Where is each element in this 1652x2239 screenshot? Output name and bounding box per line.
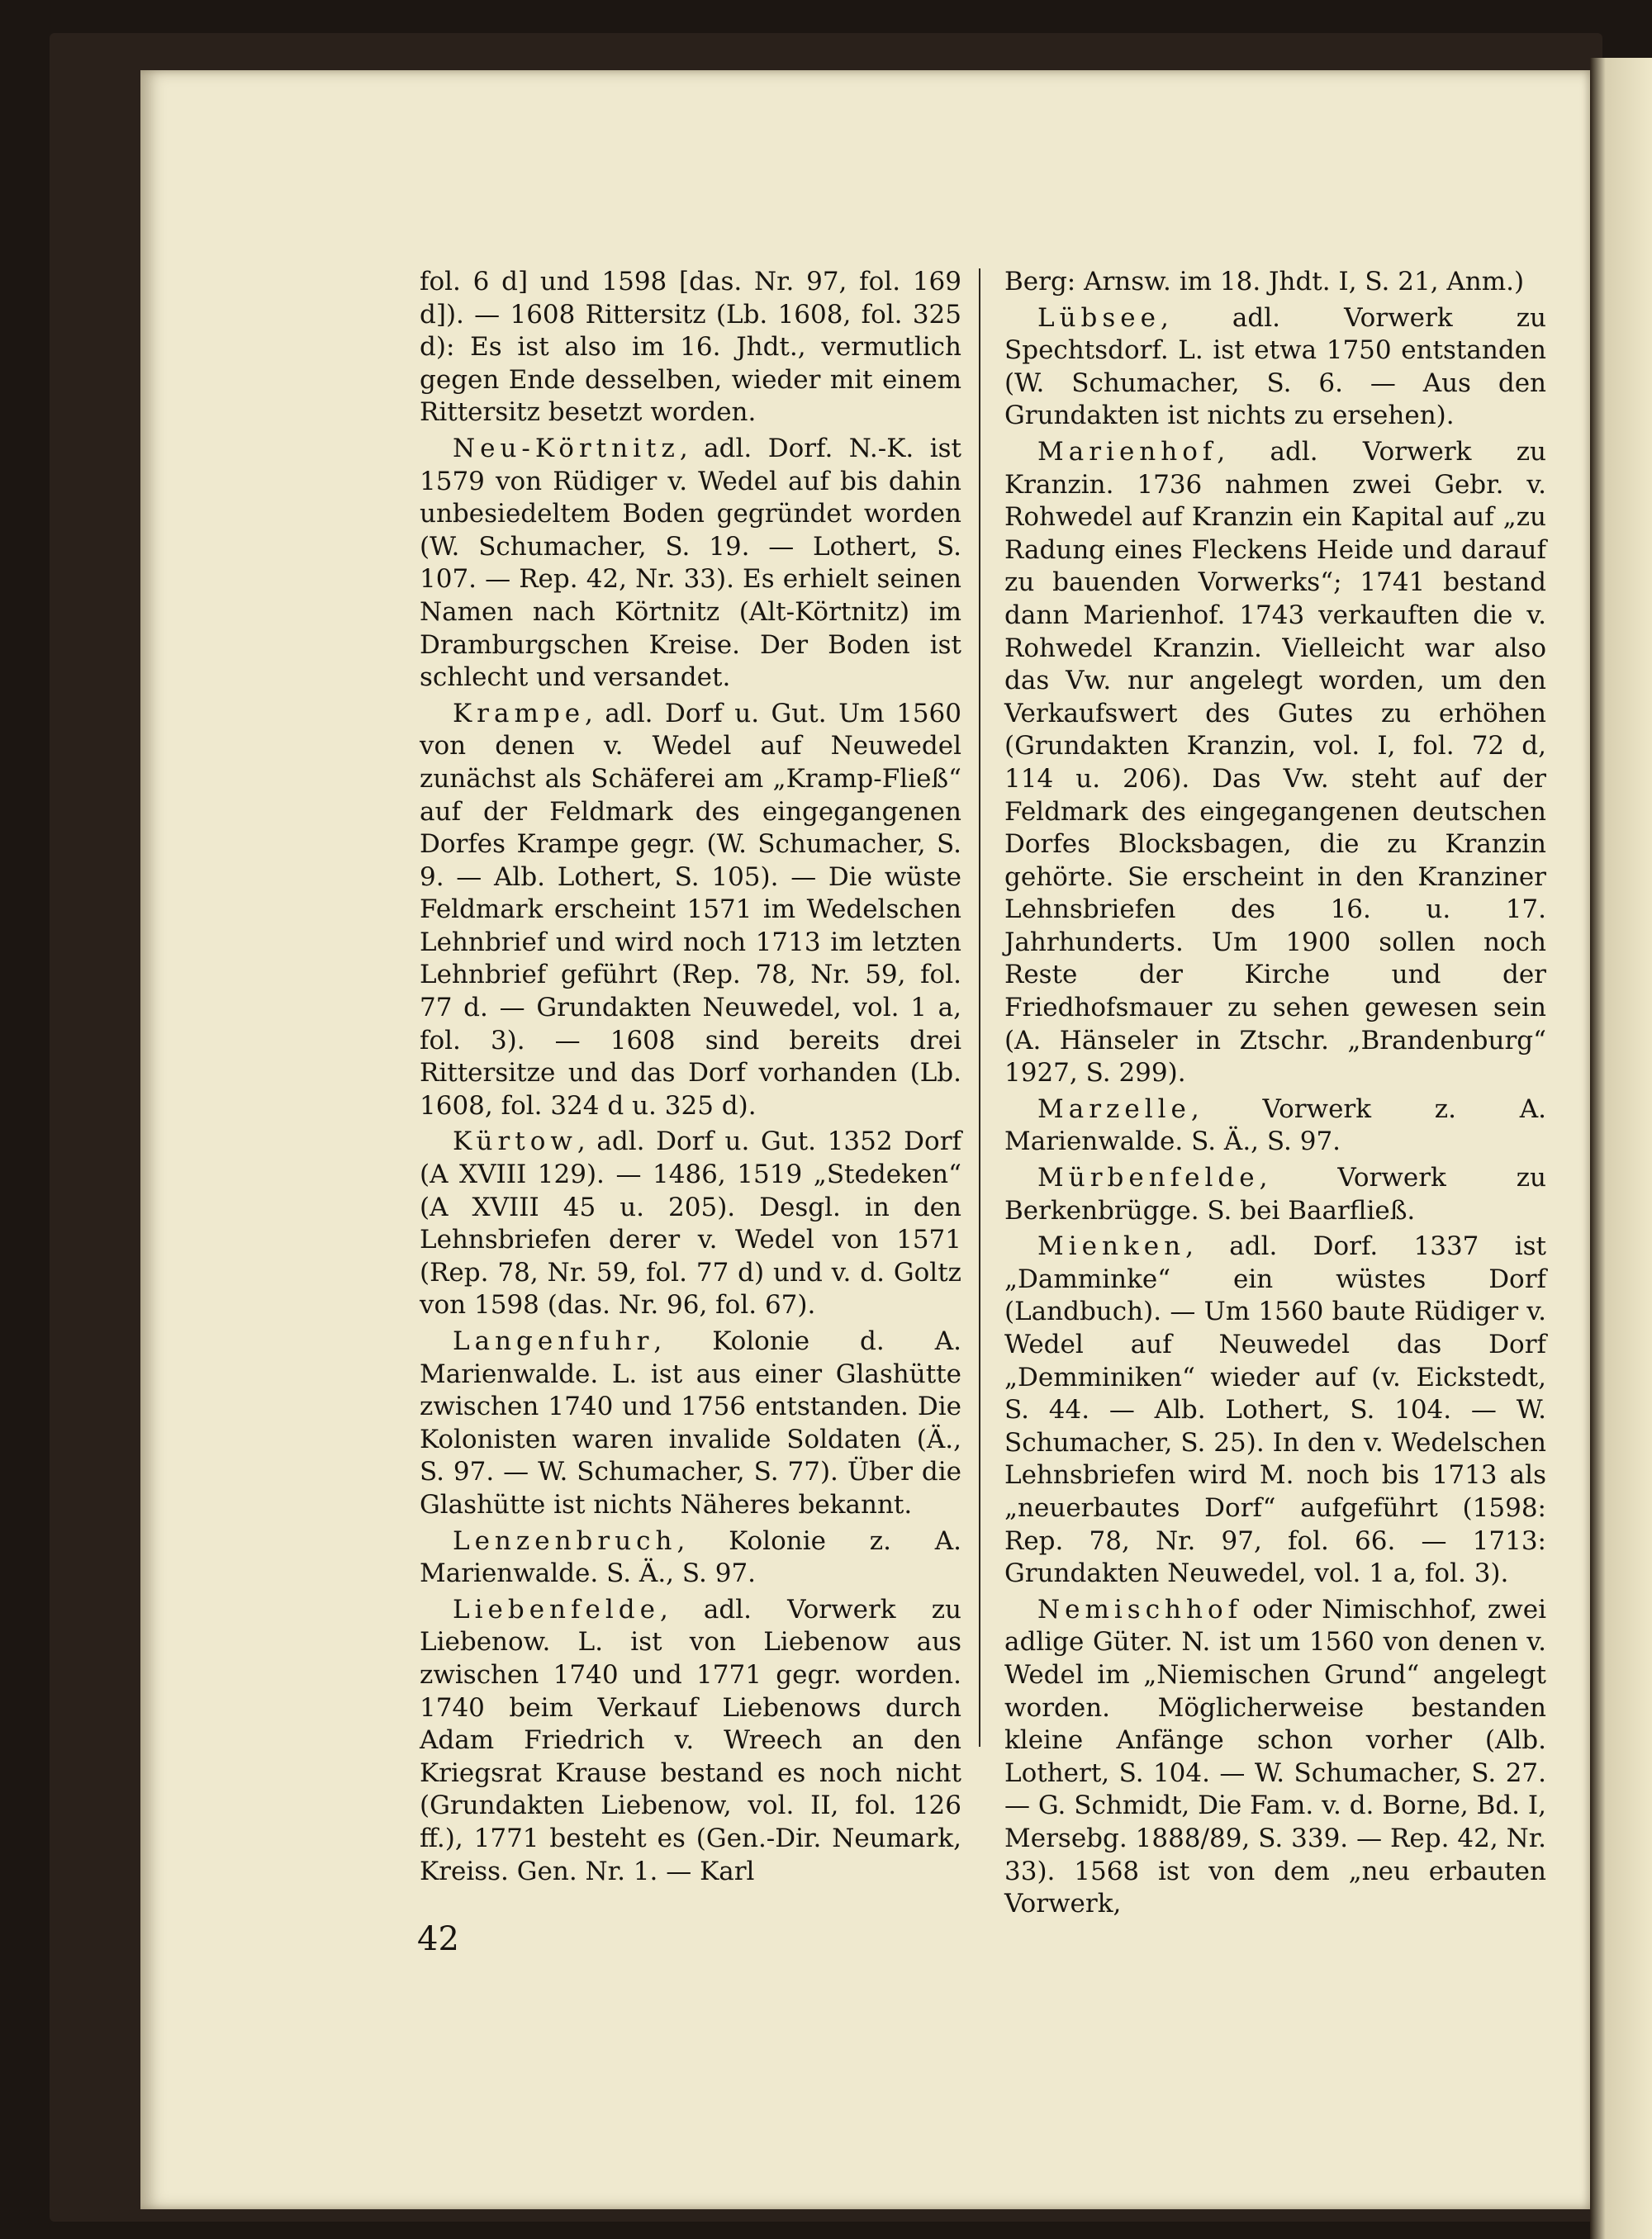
entry-lemma: Lenzenbruch: [453, 1525, 677, 1556]
entry-langenfuhr: [420, 1326, 961, 1522]
page-number: 42: [417, 1920, 459, 1958]
entry-kuertow: [420, 1126, 961, 1322]
right-column: [1004, 266, 1546, 1924]
entry-nemischhof: [1004, 1594, 1546, 1921]
entry-lemma: Mürbenfelde: [1037, 1163, 1260, 1193]
entry-text: , adl. Dorf u. Gut. 1352 Dorf (A XVIII 129). — 1486, 1519 „Stedeken“ (A XVIII 45 u. 205). Desgl. in den Lehnsbriefen derer v. Wedel von 1571 (Rep. 78, Nr. 59, fol. 77 d) und v. d. Goltz von 1598 (das. Nr. 96, fol. 67).: [420, 1127, 961, 1321]
entry-text: , Vorwerk z. A. Marienwalde. S. Ä., S. 97.: [1004, 1093, 1546, 1157]
entry-text: , Vorwerk zu Berkenbrügge. S. bei Baarfließ.: [1004, 1163, 1546, 1226]
entry-text: , Kolonie z. A. Marienwalde. S. Ä., S. 97.: [420, 1525, 961, 1589]
entry-lemma: Nemischhof: [1037, 1594, 1243, 1625]
entry-lemma: Lübsee: [1037, 302, 1161, 333]
entry-text: oder Nimischhof, zwei adlige Güter. N. ist um 1560 von denen v. Wedel im „Niemischen Grund“ angelegt worden. Möglicherweise bestanden kleine Anfänge schon vorher (Alb. Lothert, S. 104. — W. Schumacher, S. 27. — G. Schmidt, Die Fam. v. d. Borne, Bd. I, Mersebg. 1888/89, S. 339. — Rep. 42, Nr. 33). 1568 ist von dem „neu erbauten Vorwerk,: [1004, 1594, 1546, 1919]
entry-text: , adl. Dorf. 1337 ist „Damminke“ ein wüstes Dorf (Landbuch). — Um 1560 baute Rüdiger v. Wedel auf Neuwedel das Dorf „Demminiken“ wieder auf (v. Eickstedt, S. 44. — Alb. Lothert, S. 104. — W. Schumacher, S. 25). In den v. Wedelschen Lehnsbriefen wird M. noch bis 1713 als „neuerbautes Dorf“ aufgeführt (1598: Rep. 78, Nr. 97, fol. 66. — 1713: Grundakten Neuwedel, vol. 1 a, fol. 3).: [1004, 1231, 1546, 1589]
entry-lemma: Langenfuhr: [453, 1326, 654, 1356]
entry-krampe: [420, 698, 961, 1123]
entry-mienken: [1004, 1231, 1546, 1591]
entry-text: , Kolonie d. A. Marienwalde. L. ist aus einer Glashütte zwischen 1740 und 1756 entstanden. Die Kolonisten waren invalide Soldaten (Ä., S. 97. — W. Schumacher, S. 77). Über die Glashütte ist nichts Näheres bekannt.: [420, 1326, 961, 1520]
right-continuation: Berg: Arnsw. im 18. Jhdt. I, S. 21, Anm.): [1004, 267, 1525, 296]
entry-lemma: Neu-Körtnitz: [453, 433, 680, 463]
entry-lemma: Krampe: [453, 698, 586, 728]
entry-text: , adl. Dorf. N.-K. ist 1579 von Rüdiger v. Wedel auf bis dahin unbesiedeltem Boden gegründet worden (W. Schumacher, S. 19. — Lothert, S. 107. — Rep. 42, Nr. 33). Es erhielt seinen Namen nach Körtnitz (Alt-Körtnitz) im Dramburgschen Kreise. Der Boden ist schlecht und versandet.: [420, 433, 961, 693]
entry-text: , adl. Dorf u. Gut. Um 1560 von denen v. Wedel auf Neuwedel zunächst als Schäferei am „Kramp-Fließ“ auf der Feldmark des eingegangenen Dorfes Krampe gegr. (W. Schumacher, S. 9. — Alb. Lothert, S. 105). — Die wüste Feldmark erscheint 1571 im Wedelschen Lehnbrief und wird noch 1713 im letzten Lehnbrief geführt (Rep. 78, Nr. 59, fol. 77 d. — Grundakten Neuwedel, vol. 1 a, fol. 3). — 1608 sind bereits drei Rittersitze und das Dorf vorhanden (Lb. 1608, fol. 324 d u. 325 d).: [420, 698, 961, 1121]
left-continuation: fol. 6 d] und 1598 [das. Nr. 97, fol. 169 d]). — 1608 Rittersitz (Lb. 1608, fol. 325 d): Es ist also im 16. Jhdt., vermutlich gegen Ende desselben, wieder mit einem Rittersitz besetzt worden.: [420, 267, 961, 428]
entry-luebsee: [1004, 302, 1546, 433]
entry-marzelle: [1004, 1093, 1546, 1159]
entry-text: , adl. Vorwerk zu Liebenow. L. ist von Liebenow aus zwischen 1740 und 1771 gegr. worden. 1740 beim Verkauf Liebenows durch Adam Friedrich v. Wreech an den Kriegsrat Krause bestand es noch nicht (Grundakten Liebenow, vol. II, fol. 126 ff.), 1771 besteht es (Gen.-Dir. Neumark, Kreiss. Gen. Nr. 1. — Karl: [420, 1594, 961, 1886]
next-page-edge: [1590, 58, 1652, 2239]
entry-lemma: Marzelle: [1037, 1093, 1191, 1124]
entry-lemma: Marienhof: [1037, 436, 1218, 467]
left-column: [420, 266, 961, 1891]
entry-marienhof: [1004, 436, 1546, 1090]
entry-lemma: Mienken: [1037, 1231, 1186, 1262]
entry-text: , adl. Vorwerk zu Spechtsdorf. L. ist etwa 1750 entstanden (W. Schumacher, S. 6. — Aus den Grundakten ist nichts zu ersehen).: [1004, 302, 1546, 431]
entry-muerbenfelde: [1004, 1162, 1546, 1227]
entry-liebenfelde: [420, 1594, 961, 1888]
entry-lemma: Kürtow: [453, 1127, 577, 1157]
entry-lenzenbruch: [420, 1525, 961, 1591]
entry-lemma: Liebenfelde: [453, 1594, 660, 1625]
entry-neu-koertnitz: [420, 433, 961, 695]
column-divider: [979, 268, 980, 1747]
entry-text: , adl. Vorwerk zu Kranzin. 1736 nahmen zwei Gebr. v. Rohwedel auf Kranzin ein Kapital auf „zu Radung eines Fleckens Heide und darauf zu bauenden Vorwerks“; 1741 bestand dann Marienhof. 1743 verkauften die v. Rohwedel Kranzin. Vielleicht war also das Vw. nur angelegt worden, um den Verkaufswert des Gutes zu erhöhen (Grundakten Kranzin, vol. I, fol. 72 d, 114 u. 206). Das Vw. steht auf der Feldmark des eingegangenen deutschen Dorfes Blocksbagen, die zu Kranzin gehörte. Sie erscheint in den Kranziner Lehnsbriefen des 16. u. 17. Jahrhunderts. Um 1900 sollen noch Reste der Kirche und der Friedhofsmauer zu sehen gewesen sein (A. Hänseler in Ztschr. „Brandenburg“ 1927, S. 299).: [1004, 436, 1546, 1089]
